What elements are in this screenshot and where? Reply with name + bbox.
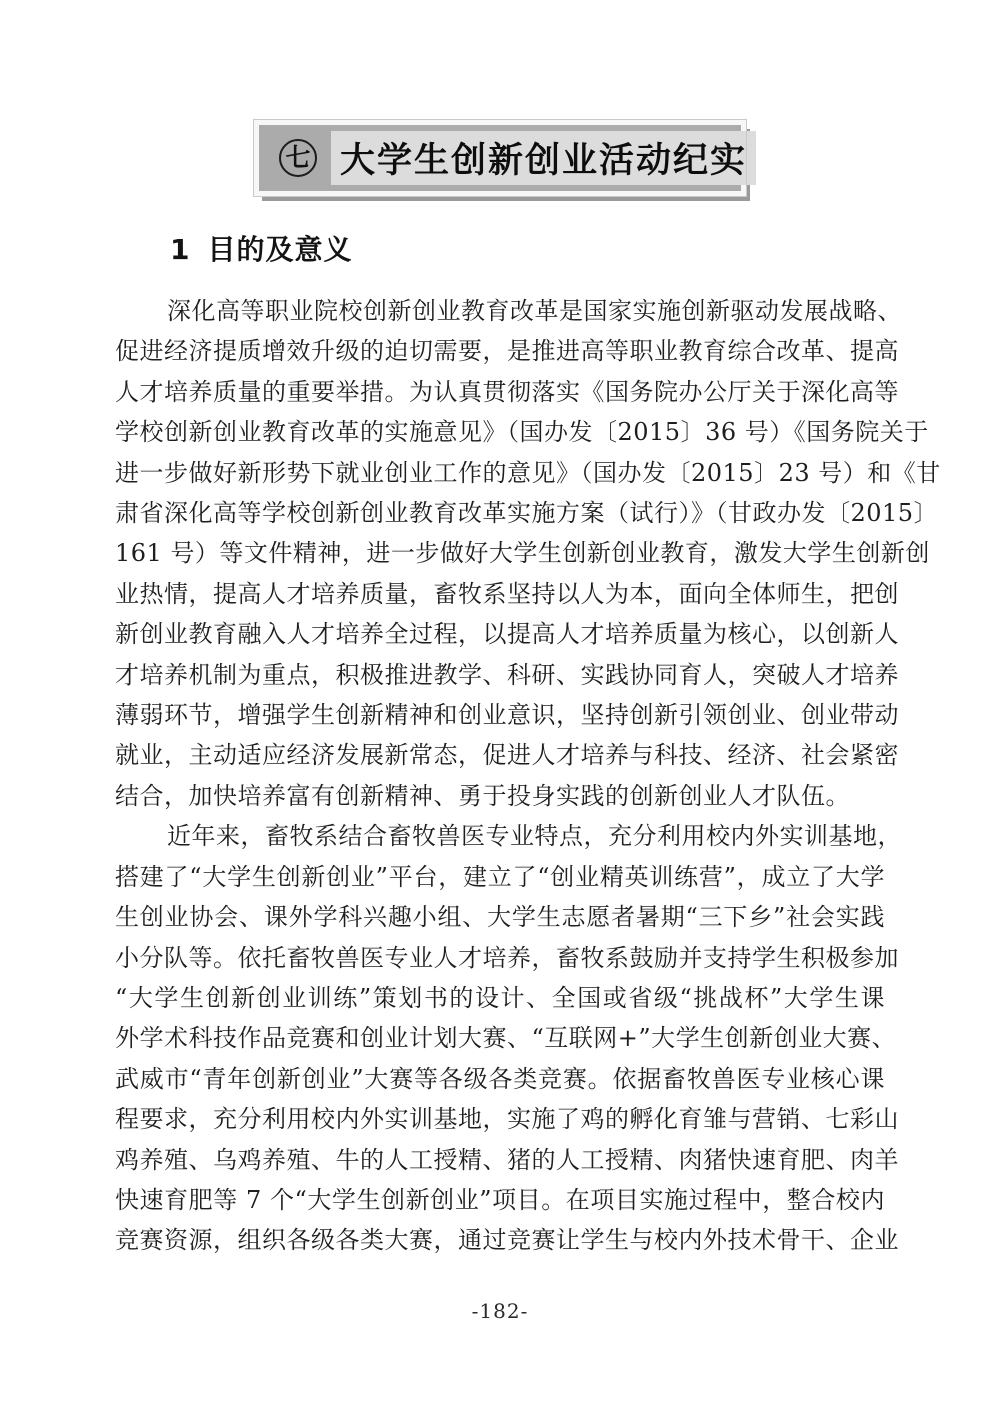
heading [170, 228, 353, 268]
body-text [115, 291, 941, 1261]
body-line: 鸡养殖、乌鸡养殖、牛的人工授精、猪的人工授精、肉猪快速育肥、肉羊 [115, 1145, 899, 1174]
body-line: 小分队等。依托畜牧兽医专业人才培养，畜牧系鼓励并支持学生积极参加 [115, 943, 899, 972]
body-line: 学校创新创业教育改革的实施意见》（国办发〔2015〕36 号）《国务院关于 [115, 418, 929, 447]
body-line: 进一步做好新形势下就业创业工作的意见》（国办发〔2015〕23 号）和《甘 [115, 458, 941, 487]
body-line: 武威市“青年创新创业”大赛等各级各类竞赛。依据畜牧兽医专业核心课 [115, 1064, 885, 1093]
body-line: 业热情，提高人才培养质量，畜牧系坚持以人为本，面向全体师生，把创 [115, 579, 899, 608]
body-line: 才培养机制为重点，积极推进教学、科研、实践协同育人，突破人才培养 [115, 660, 899, 689]
body-line: 深化高等职业院校创新创业教育改革是国家实施创新驱动发展战略、 [167, 297, 902, 325]
body-line: 近年来，畜牧系结合畜牧兽医专业特点，充分利用校内外实训基地， [167, 822, 902, 851]
body-line: 外学术科技作品竞赛和创业计划大赛、“互联网+”大学生创新创业大赛、 [115, 1024, 897, 1053]
page-number: -182- [471, 1299, 529, 1323]
body-line: 竞赛资源，组织各级各类大赛，通过竞赛让学生与校内外技术骨干、企业 [115, 1226, 899, 1255]
body-line: 就业，主动适应经济发展新常态，促进人才培养与科技、经济、社会紧密 [115, 741, 899, 770]
body-line: 生创业协会、课外学科兴趣小组、大学生志愿者暑期“三下乡”社会实践 [115, 903, 885, 932]
body-line: 新创业教育融入人才培养全过程，以提高人才培养质量为核心，以创新人 [115, 620, 899, 649]
body-line: 肃省深化高等学校创新创业教育改革实施方案（试行）》（甘政办发〔2015〕 [115, 499, 939, 528]
body-line: 程要求，充分利用校内外实训基地，实施了鸡的孵化育雏与营销、七彩山 [115, 1105, 899, 1134]
body-line: 薄弱环节，增强学生创新精神和创业意识，坚持创新引领创业、创业带动 [115, 701, 899, 730]
body-line: 结合，加快培养富有创新精神、勇于投身实践的创新创业人才队伍。 [115, 781, 850, 810]
body-line: 161 号）等文件精神，进一步做好大学生创新创业教育，激发大学生创新创 [115, 539, 930, 568]
body-line: 搭建了“大学生创新创业”平台，建立了“创业精英训练营”，成立了大学 [115, 862, 885, 891]
body-line: 快速育肥等 7 个“大学生创新创业”项目。在项目实施过程中，整合校内 [115, 1185, 885, 1214]
section-title: 大学生创新创业活动纪实 [331, 131, 756, 185]
body-line: “大学生创新创业训练”策划书的设计、全国或省级“挑战杯”大学生课 [115, 983, 885, 1012]
heading-title: 目的及意义 [207, 233, 353, 266]
section-banner [254, 120, 746, 196]
heading-number: 1 [170, 233, 191, 266]
section-number-badge: 七 [279, 139, 317, 177]
body-line: 促进经济提质增效升级的迫切需要，是推进高等职业教育综合改革、提高 [115, 337, 899, 366]
body-line: 人才培养质量的重要举措。为认真贯彻落实《国务院办公厅关于深化高等 [115, 377, 899, 406]
